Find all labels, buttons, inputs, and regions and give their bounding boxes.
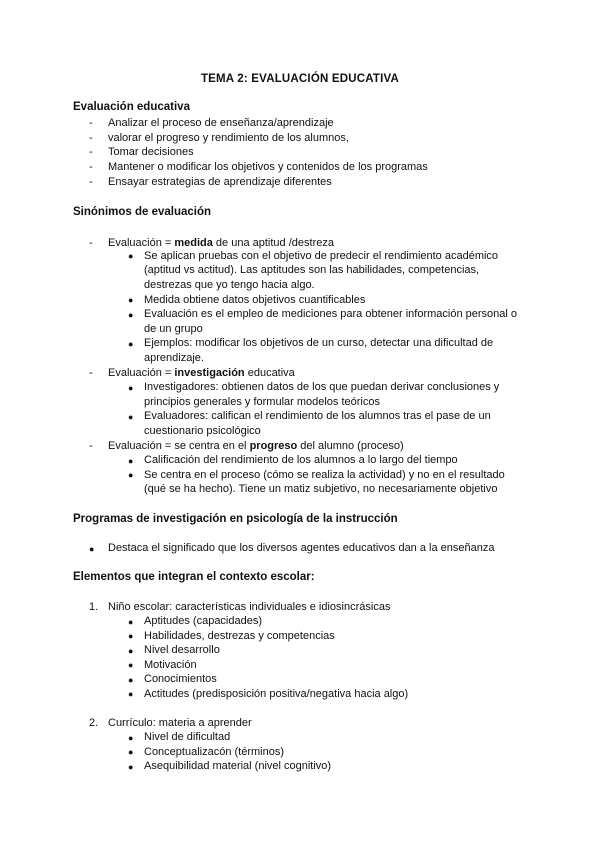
dash-marker: - [89, 132, 93, 144]
document-title: TEMA 2: EVALUACIÓN EDUCATIVA [200, 73, 400, 85]
sub-item-text: aprendizaje. [144, 352, 204, 364]
dash-marker: - [89, 146, 93, 158]
dash-marker: - [89, 237, 93, 249]
heading-sinonimos: Sinónimos de evaluación [73, 206, 212, 218]
item-number: 2. [89, 717, 99, 729]
sub-item-text: (aptitud vs actitud). Las aptitudes son las habilidades, competencias, [144, 264, 480, 276]
sub-item-text: Nivel de dificultad [144, 731, 231, 743]
list-item-text: Tomar decisiones [108, 146, 194, 158]
text: del alumno (proceso) [297, 440, 404, 452]
bullet-marker: ● [128, 295, 134, 305]
sub-item-text: Se centra en el proceso (cómo se realiza la actividad) y no en el resultado [144, 469, 505, 481]
bullet-marker: ● [128, 617, 134, 627]
text: Evaluación = [108, 367, 175, 379]
text: de una aptitud /destreza [212, 237, 334, 249]
bullet-marker: ● [128, 470, 134, 480]
bullet-marker: ● [128, 660, 134, 670]
dash-marker: - [89, 176, 93, 188]
synonym-investigacion [108, 366, 295, 380]
heading-elementos: Elementos que integran el contexto escolar: [73, 571, 315, 583]
bullet-marker: ● [128, 383, 134, 393]
dash-marker: - [89, 117, 93, 129]
synonym-medida [108, 236, 334, 250]
synonym-progreso [108, 439, 404, 453]
list-item-text: Ensayar estrategias de aprendizaje diferentes [108, 176, 332, 188]
sub-item-text: Actitudes (predisposición positiva/negativa hacia algo) [144, 688, 409, 700]
bold-term: medida [174, 237, 213, 249]
bullet-marker: ● [128, 762, 134, 772]
bold-term: progreso [249, 440, 298, 452]
sub-item-text: cuestionario psicológico [144, 425, 261, 437]
numbered-item-text: Currículo: materia a aprender [108, 717, 252, 729]
sub-item-text: Ejemplos: modificar los objetivos de un curso, detectar una dificultad de [144, 337, 494, 349]
sub-item-text: principios generales y formular modelos teóricos [144, 396, 380, 408]
bullet-marker: ● [128, 251, 134, 261]
text: Evaluación = se centra en el [108, 440, 250, 452]
text: Evaluación = [108, 237, 175, 249]
sub-item-text: Conocimientos [144, 673, 217, 685]
list-item-text: Destaca el significado que los diversos agentes educativos dan a la enseñanza [108, 542, 495, 554]
bullet-marker: ● [89, 544, 95, 554]
bullet-marker: ● [128, 689, 134, 699]
numbered-item-text: Niño escolar: características individuales e idiosincrásicas [108, 601, 391, 613]
item-number: 1. [89, 601, 99, 613]
sub-item-text: de un grupo [144, 323, 203, 335]
sub-item-text: Asequibilidad material (nivel cognitivo) [144, 760, 332, 772]
sub-item-text: Evaluación es el empleo de mediciones para obtener información personal o [144, 308, 518, 320]
text: educativa [244, 367, 295, 379]
dash-marker: - [89, 367, 93, 379]
sub-item-text: Evaluadores: califican el rendimiento de los alumnos tras el pase de un [144, 410, 491, 422]
sub-item-text: Medida obtiene datos objetivos cuantificables [144, 294, 366, 306]
sub-item-text: destrezas que yo tengo hacia algo. [144, 279, 315, 291]
bullet-marker: ● [128, 747, 134, 757]
sub-item-text: Calificación del rendimiento de los alumnos a lo largo del tiempo [144, 454, 458, 466]
sub-item-text: Aptitudes (capacidades) [144, 615, 263, 627]
heading-evaluacion-educativa: Evaluación educativa [73, 101, 190, 113]
sub-item-text: Se aplican pruebas con el objetivo de predecir el rendimiento académico [144, 250, 499, 262]
bullet-marker: ● [128, 339, 134, 349]
bullet-marker: ● [128, 456, 134, 466]
bold-term: investigación [174, 367, 245, 379]
heading-programas: Programas de investigación en psicología de la instrucción [73, 513, 398, 525]
list-item-text: Mantener o modificar los objetivos y contenidos de los programas [108, 161, 428, 173]
list-item-text: Analizar el proceso de enseñanza/aprendizaje [108, 117, 334, 129]
sub-item-text: Motivación [144, 659, 197, 671]
bullet-marker: ● [128, 733, 134, 743]
sub-item-text: Conceptualizacón (términos) [144, 746, 285, 758]
sub-item-text: (qué se ha hecho). Tiene un matiz subjetivo, no necesariamente objetivo [144, 483, 498, 495]
sub-item-text: Nivel desarrollo [144, 644, 220, 656]
sub-item-text: Habilidades, destrezas y competencias [144, 630, 335, 642]
sub-item-text: Investigadores: obtienen datos de los que puedan derivar conclusiones y [144, 381, 500, 393]
list-item-text: valorar el progreso y rendimiento de los alumnos, [108, 132, 349, 144]
dash-marker: - [89, 440, 93, 452]
bullet-marker: ● [128, 310, 134, 320]
dash-marker: - [89, 161, 93, 173]
bullet-marker: ● [128, 631, 134, 641]
bullet-marker: ● [128, 412, 134, 422]
bullet-marker: ● [128, 675, 134, 685]
bullet-marker: ● [128, 646, 134, 656]
